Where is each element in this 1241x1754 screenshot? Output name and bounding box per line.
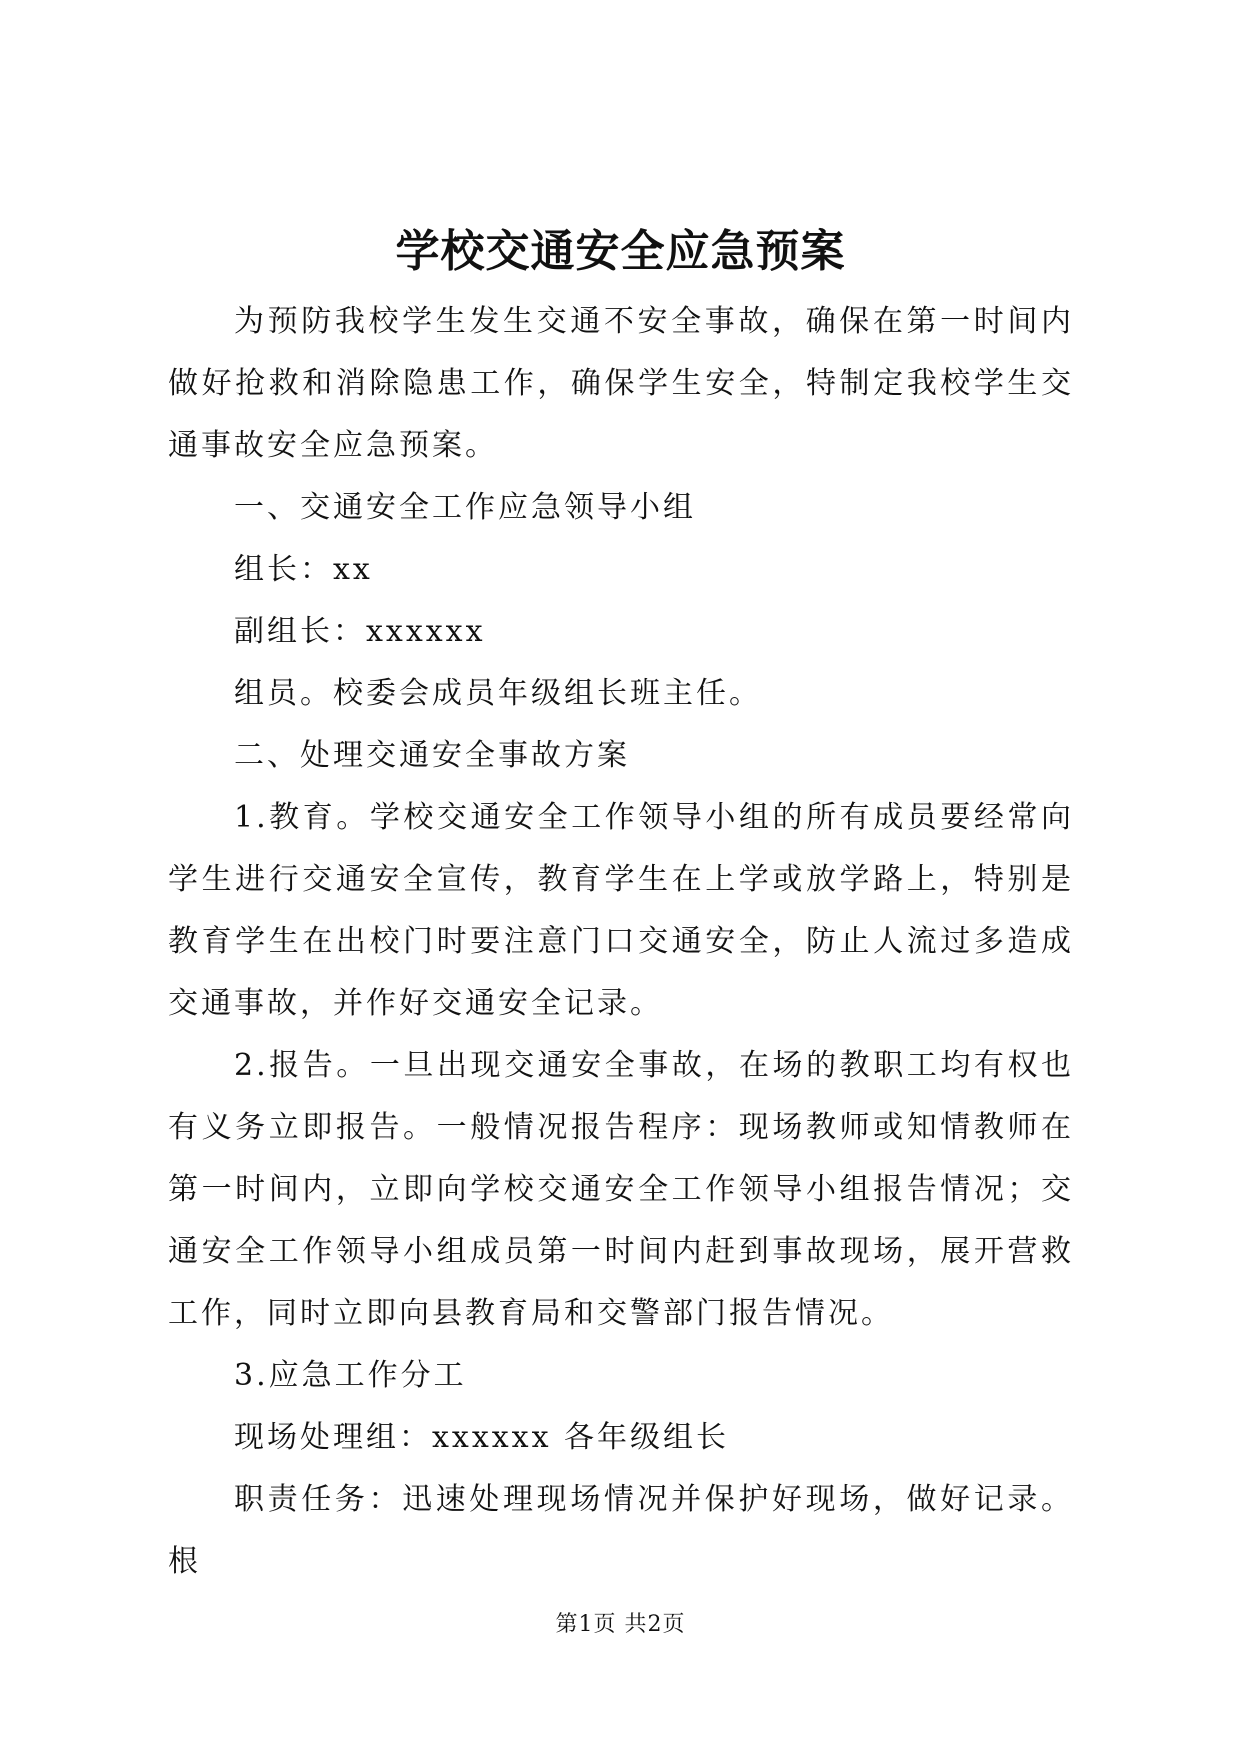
section-heading-accident-plan: 二、处理交通安全事故方案 xyxy=(234,738,630,773)
paragraph-division-of-work: 3.应急工作分工 xyxy=(234,1358,467,1393)
paragraph-deputy-leader: 副组长：xxxxxx xyxy=(234,614,486,649)
document-body xyxy=(168,291,1074,1593)
paragraph-group-leader: 组长：xx xyxy=(234,552,373,587)
paragraph-members: 组员。校委会成员年级组长班主任。 xyxy=(234,676,762,711)
paragraph-onsite-team: 现场处理组：xxxxxx 各年级组长 xyxy=(234,1420,730,1455)
page-footer: 第1页 共2页 xyxy=(555,1612,686,1637)
paragraph-duties: 职责任务：迅速处理现场情况并保护好现场，做好记录。根 xyxy=(168,1482,1074,1579)
document-title: 学校交通安全应急预案 xyxy=(395,226,846,277)
paragraph-report: 2.报告。一旦出现交通安全事故，在场的教职工均有权也有义务立即报告。一般情况报告程序：现场教师或知情教师在第一时间内，立即向学校交通安全工作领导小组报告情况；交通安全工作领导小组成员第一时间内赶到事故现场，展开营救工作，同时立即向县教育局和交警部门报告情况。 xyxy=(168,1048,1074,1331)
section-heading-leadership-group: 一、交通安全工作应急领导小组 xyxy=(234,490,696,525)
paragraph-education: 1.教育。学校交通安全工作领导小组的所有成员要经常向学生进行交通安全宣传，教育学生在上学或放学路上，特别是教育学生在出校门时要注意门口交通安全，防止人流过多造成交通事故，并作好交通安全记录。 xyxy=(168,800,1074,1021)
paragraph-intro: 为预防我校学生发生交通不安全事故，确保在第一时间内做好抢救和消除隐患工作，确保学生安全，特制定我校学生交通事故安全应急预案。 xyxy=(168,304,1074,463)
